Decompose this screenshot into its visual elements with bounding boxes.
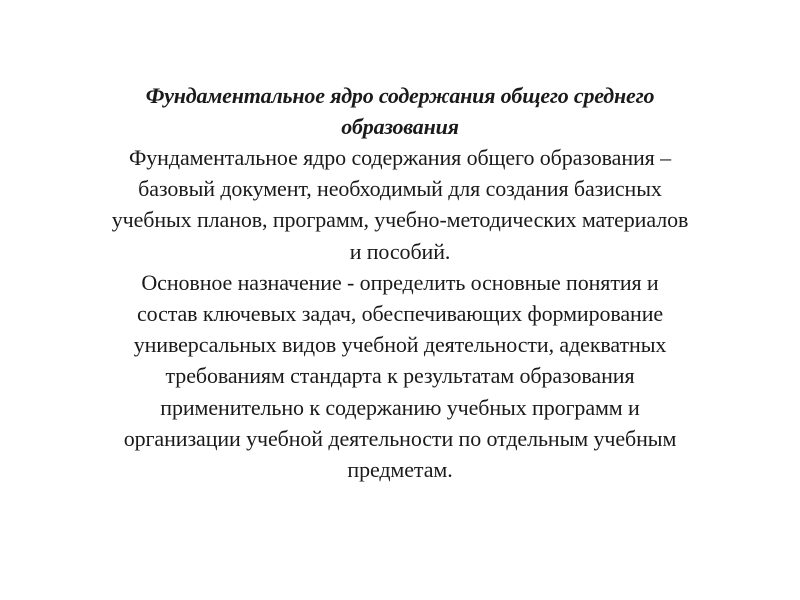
purpose-line: состав ключевых задач, обеспечивающих формирование (136, 301, 664, 327)
purpose-line: предметам. (347, 457, 453, 483)
slide-title-line: образования (341, 114, 459, 139)
purpose-line: Основное назначение - определить основные понятия и (141, 269, 659, 295)
purpose-line: требованиям стандарта к результатам образования (165, 363, 635, 389)
definition-line: Фундаментальное ядро содержания общего образования – (129, 145, 671, 170)
purpose-line: применительно к содержанию учебных программ и (160, 394, 640, 420)
definition-paragraph (40, 142, 760, 267)
slide-content (40, 80, 760, 485)
slide-title (40, 80, 760, 142)
definition-line: и пособий. (349, 238, 451, 264)
purpose-paragraph (40, 267, 760, 485)
purpose-line: универсальных видов учебной деятельности, адекватных (133, 332, 667, 358)
slide-title-line: Фундаментальное ядро содержания общего среднего (145, 83, 655, 108)
definition-line: учебных планов, программ, учебно-методических материалов (111, 207, 689, 233)
purpose-line: организации учебной деятельности по отдельным учебным (123, 425, 677, 451)
definition-line: базовый документ, необходимый для создания базисных (138, 176, 662, 202)
